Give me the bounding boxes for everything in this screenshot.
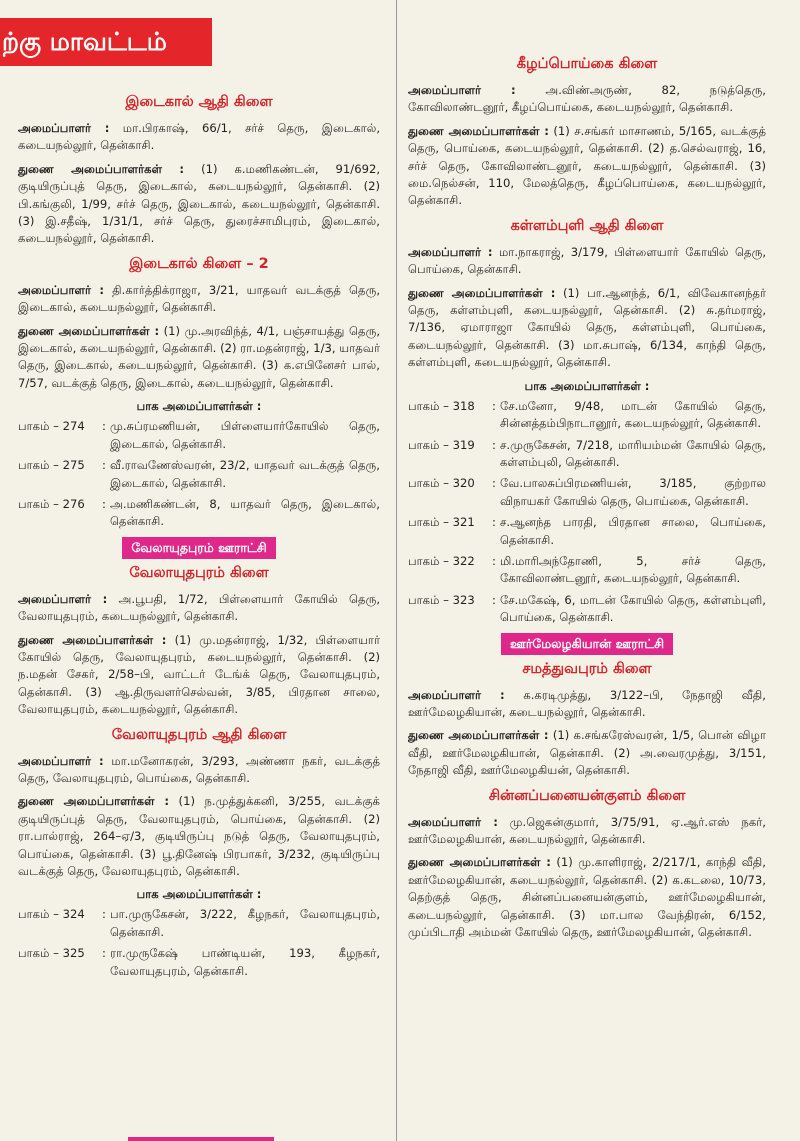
deputies-text: (1) க.சங்கரேஸ்வரன், 1/5, பொன் விழா வீதி, ஊர்மேலழகியான், தென்காசி. (2) அ.வைரமுத்து, 3/151, நேதாஜி வீதி, ஊர்மேலழகியன், தென்காசி. — [408, 728, 766, 778]
column-divider — [396, 0, 397, 1141]
booth-row: பாகம் – 321 : ச.ஆனந்த பாரதி, பிரதான சாலை, பொய்கை, தென்காசி. — [408, 514, 766, 549]
deputies-label: துணை அமைப்பாளர்கள் : — [18, 794, 170, 809]
deputies-text: (1) ச.சங்கர் மாசாணம், 5/165, வடக்குத் தெரு, பொய்கை, கடையநல்லூர், தென்காசி. (2) த.செல்வராஜ், 16, சர்ச் தெரு, கோவிலாண்டனூர், கடையநல்லூர், தென்காசி. (3) மை.நெல்சன், 110, மேலத்தெரு, கீழப்பொய்கை, கடையநல்லூர், தென்காசி. — [408, 123, 766, 208]
booth-text: சே.மகேஷ், 6, மாடன் கோயில் தெரு, கள்ளம்புளி, பொய்கை, தென்காசி. — [500, 592, 766, 625]
organizer-entry — [18, 282, 380, 317]
booth-number: பாகம் – 323 — [408, 592, 475, 607]
booth-text: பா.முருகேசன், 3/222, கீழநகர், வேலாயுதபுரம், தென்காசி. — [110, 907, 380, 939]
booth-text: மி.மாரிஅந்தோணி, 5, சர்ச் தெரு, கோவிலாண்டனூர், கடையநல்லூர், தென்காசி. — [500, 553, 766, 586]
organizer-entry — [18, 120, 380, 155]
organizer-label: அமைப்பாளர் : — [408, 83, 516, 97]
deputies-entry — [408, 854, 766, 941]
deputies-label: துணை அமைப்பாளர்கள் : — [18, 323, 160, 338]
booth-number: பாகம் – 276 — [18, 496, 85, 511]
booth-text: ரா.முருகேஷ் பாண்டியன், 193, கீழநகர், வேலாயுதபுரம், தென்காசி. — [110, 946, 380, 978]
booth-heading: பாக அமைப்பாளர்கள் : — [136, 399, 262, 414]
booth-row: பாகம் – 275 : வீ.ராவணேஸ்வரன், 23/2, யாதவர் வடக்குத் தெரு, இடைகால், தென்காசி. — [18, 457, 380, 492]
organizer-text: அ.பூபதி, 1/72, பிள்ளையார் கோயில் தெரு, வேலாயுதபுரம், கடையநல்லூர், தென்காசி. — [18, 591, 380, 624]
booth-row: பாகம் – 319 : ச.முருகேசன், 7/218, மாரியம்மன் கோயில் தெரு, கள்ளம்புலி, தென்காசி. — [408, 437, 766, 472]
left-column — [18, 88, 380, 1141]
deputies-label: துணை அமைப்பாளர்கள் : — [18, 161, 185, 176]
organizer-label: அமைப்பாளர் : — [18, 121, 110, 135]
deputies-text: (1) மு.அரவிந்த், 4/1, பஞ்சாயத்து தெரு, இடைகால், கடையநல்லூர், தென்காசி. (2) ரா.மதன்ராஜ், 1/3, யாதவர் தெரு, இடைகால், கடையநல்லூர், தென்காசி. (3) க.எபினேசர் பால், 7/57, வடக்குத் தெரு, இடைகால், கடையநல்லூர், தென்காசி. — [18, 323, 380, 390]
organizer-text: மா.நாகராஜ், 3/179, பிள்ளையார் கோயில் தெரு, பொய்கை, தென்காசி. — [408, 244, 766, 277]
deputies-text: (1) மு.காளிராஜ், 2/217/1, காந்தி வீதி, ஊர்மேலழகியான், கடையநல்லூர், தென்காசி. (2) க.கடலை, 10/73, தெற்குத் தெரு, சின்னப்பனையன்குளம், ஊர்மேலழகியான், கடையநல்லூர், தென்காசி. (3) மா.பால வேந்திரன், 6/152, முப்பிடாதி அம்மன் கோயில் தெரு, ஊர்மேலழகியான், தென்காசி. — [408, 855, 766, 940]
organizer-label: அமைப்பாளர் : — [18, 591, 108, 606]
deputies-text: (1) பா.ஆனந்த், 6/1, விவேகானந்தர் தெரு, கள்ளம்புளி, கடையநல்லூர், தென்காசி. (2) சு.தர்மராஜ், 7/136, ஏமாராஜா கோயில் தெரு, கள்ளம்புளி, பொய்கை, கடையநல்லூர், தென்காசி. (3) மா.சுபாஷ், 6/134, காந்தி தெரு, கள்ளம்புளி, கடையநல்லூர், தென்காசி. — [408, 285, 766, 370]
organizer-text: மா.மனோகரன், 3/293, அண்ணா நகர், வடக்குத் தெரு, வேலாயுதபுரம், பொய்கை, தென்காசி. — [18, 753, 380, 785]
organizer-entry — [408, 687, 766, 722]
section-title: வேலாயுதபுரம் கிளை — [129, 564, 269, 581]
organizer-text: அ.விண்அருண், 82, நடுத்தெரு, கோவிலாண்டனூர், கீழப்பொய்கை, கடையநல்லூர், தென்காசி. — [408, 83, 766, 115]
booth-heading: பாக அமைப்பாளர்கள் : — [136, 887, 262, 902]
organizer-entry — [408, 814, 766, 849]
booth-row: பாகம் – 274 : மு.சுப்ரமணியன், பிள்ளையார்கோயில் தெரு, இடைகால், தென்காசி. — [18, 418, 380, 453]
booth-text: ச.முருகேசன், 7/218, மாரியம்மன் கோயில் தெரு, கள்ளம்புலி, தென்காசி. — [500, 437, 766, 469]
booth-number: பாகம் – 325 — [18, 946, 85, 961]
booth-text: வே.பாலசுப்பிரமணியன், 3/185, குற்றால விநாயகர் கோயில் தெரு, பொய்கை, தென்காசி. — [500, 476, 766, 508]
organizer-label: அமைப்பாளர் : — [408, 687, 505, 702]
organizer-entry — [408, 244, 766, 279]
booth-row: பாகம் – 323 : சே.மகேஷ், 6, மாடன் கோயில் தெரு, கள்ளம்புளி, பொய்கை, தென்காசி. — [408, 592, 766, 627]
deputies-label: துணை அமைப்பாளர்கள் : — [18, 632, 167, 647]
booth-text: வீ.ராவணேஸ்வரன், 23/2, யாதவர் வடக்குத் தெரு, இடைகால், தென்காசி. — [110, 458, 380, 490]
organizer-entry — [408, 82, 766, 117]
district-banner: ற்கு மாவட்டம் — [0, 18, 212, 66]
booth-number: பாகம் – 324 — [18, 907, 85, 922]
section-title: வேலாயுதபுரம் ஆதி கிளை — [111, 726, 287, 743]
section-title: கீழப்பொய்கை கிளை — [516, 56, 658, 72]
booth-row: பாகம் – 276 : அ.மணிகண்டன், 8, யாதவர் தெரு, இடைகால், தென்காசி. — [18, 496, 380, 531]
booth-row: பாகம் – 325 : ரா.முருகேஷ் பாண்டியன், 193, கீழநகர், வேலாயுதபுரம், தென்காசி. — [18, 945, 380, 980]
booth-row: பாகம் – 320 : வே.பாலசுப்பிரமணியன், 3/185, குற்றால விநாயகர் கோயில் தெரு, பொய்கை, தென்காசி. — [408, 475, 766, 510]
booth-row: பாகம் – 324 : பா.முருகேசன், 3/222, கீழநகர், வேலாயுதபுரம், தென்காசி. — [18, 906, 380, 941]
booth-text: மு.சுப்ரமணியன், பிள்ளையார்கோயில் தெரு, இடைகால், தென்காசி. — [110, 419, 380, 451]
booth-text: அ.மணிகண்டன், 8, யாதவர் தெரு, இடைகால், தென்காசி. — [110, 496, 380, 529]
organizer-text: மு.ஜெகன்குமார், 3/75/91, ஏ.ஆர்.எஸ் நகர், ஊர்மேலழகியான், கடையநல்லூர், தென்காசி. — [408, 814, 766, 846]
booth-row: பாகம் – 318 : சே.மனோ, 9/48, மாடன் கோயில் தெரு, சின்னத்தம்பிநாடானூர், கடையநல்லூர், தென்காசி. — [408, 398, 766, 433]
panchayat-label: ஊர்மேலழகியான் ஊராட்சி — [501, 633, 673, 655]
organizer-entry — [18, 753, 380, 788]
booth-number: பாகம் – 320 — [408, 476, 475, 491]
organizer-label: அமைப்பாளர் : — [18, 282, 105, 297]
booth-text: சே.மனோ, 9/48, மாடன் கோயில் தெரு, சின்னத்தம்பிநாடானூர், கடையநல்லூர், தென்காசி. — [500, 398, 766, 431]
section-title: இடைகால் கிளை – 2 — [129, 255, 269, 272]
booth-number: பாகம் – 318 — [408, 398, 475, 413]
organizer-text: மா.பிரகாஷ், 66/1, சர்ச் தெரு, இடைகால், கடையநல்லூர், தென்காசி. — [18, 121, 380, 153]
deputies-entry — [18, 793, 380, 880]
deputies-text: (1) ந.முத்துக்கனி, 3/255, வடக்குக் குடியிருப்புத் தெரு, வேலாயுதபுரம், பொய்கை, தென்காசி. (2) ரா.பால்ராஜ், 264–ஏ/3, குடியிருப்பு நடுத் தெரு, வேலாயுதபுரம், பொய்கை, தென்காசி. (3) பூ.தினேஷ் பிரபாகர், 3/232, குடியிருப்பு வடக்குத் தெரு, வேலாயுதபுரம், தென்காசி. — [18, 794, 380, 878]
organizer-label: அமைப்பாளர் : — [408, 814, 498, 829]
panchayat-label: வேலாயுதபுரம் ஊராட்சி — [122, 537, 275, 559]
organizer-label: அமைப்பாளர் : — [18, 753, 104, 768]
deputies-entry — [408, 123, 766, 210]
deputies-text: (1) மு.மதன்ராஜ், 1/32, பிள்ளையார் கோயில் தெரு, வேலாயுதபுரம், கடையநல்லூர், தென்காசி. (2) ந.மதன் சேகர், 2/58–பி, வாட்டர் டேங்க் தெரு, வேலாயுதபுரம், தென்காசி. (3) ஆ.திருவளர்செல்வன், 3/85, பிரதான சாலை, வேலாயுதபுரம், கடையநல்லூர், தென்காசி. — [18, 632, 380, 717]
booth-row: பாகம் – 322 : மி.மாரிஅந்தோணி, 5, சர்ச் தெரு, கோவிலாண்டனூர், கடையநல்லூர், தென்காசி. — [408, 553, 766, 588]
booth-number: பாகம் – 319 — [408, 437, 475, 452]
section-title: கள்ளம்புளி ஆதி கிளை — [510, 217, 664, 234]
deputies-entry — [18, 161, 380, 248]
deputies-entry — [18, 323, 380, 393]
right-column — [408, 50, 766, 1141]
booth-number: பாகம் – 274 — [18, 419, 85, 434]
deputies-label: துணை அமைப்பாளர்கள் : — [408, 855, 551, 870]
deputies-text: (1) க.மணிகண்டன், 91/692, குடியிருப்புத் தெரு, இடைகால், கடையநல்லூர், தென்காசி. (2) பி.கங்குலி, 1/99, சர்ச் தெரு, இடைகால், கடையநல்லூர், தென்காசி. (3) இ.சதீஷ், 1/31/1, சர்ச் தெரு, துரைச்சாமிபுரம், இடைகால், கடையநல்லூர், தென்காசி. — [18, 161, 380, 246]
deputies-label: துணை அமைப்பாளர்கள் : — [408, 123, 549, 138]
deputies-entry — [408, 285, 766, 372]
deputies-entry — [18, 632, 380, 719]
organizer-text: க.கரடிமுத்து, 3/122–பி, நேதாஜி வீதி, ஊர்மேலழகியான், கடையநல்லூர், தென்காசி. — [408, 687, 766, 719]
booth-number: பாகம் – 322 — [408, 553, 475, 568]
booth-heading: பாக அமைப்பாளர்கள் : — [524, 378, 650, 393]
organizer-text: தி.கார்த்திக்ராஜா, 3/21, யாதவர் வடக்குத் தெரு, இடைகால், கடையநல்லூர், தென்காசி. — [18, 282, 380, 315]
section-title: இடைகால் ஆதி கிளை — [125, 94, 273, 110]
cutoff-panchayat-label — [128, 1137, 274, 1141]
booth-text: ச.ஆனந்த பாரதி, பிரதான சாலை, பொய்கை, தென்காசி. — [500, 515, 766, 547]
deputies-label: துணை அமைப்பாளர்கள் : — [408, 285, 556, 300]
section-title: சின்னப்பனையன்குளம் கிளை — [488, 787, 686, 804]
booth-number: பாகம் – 321 — [408, 515, 475, 530]
booth-number: பாகம் – 275 — [18, 458, 85, 473]
organizer-entry — [18, 591, 380, 626]
section-title: சமத்துவபுரம் கிளை — [522, 660, 652, 677]
organizer-label: அமைப்பாளர் : — [408, 244, 493, 259]
deputies-entry — [408, 727, 766, 779]
deputies-label: துணை அமைப்பாளர்கள் : — [408, 728, 549, 743]
